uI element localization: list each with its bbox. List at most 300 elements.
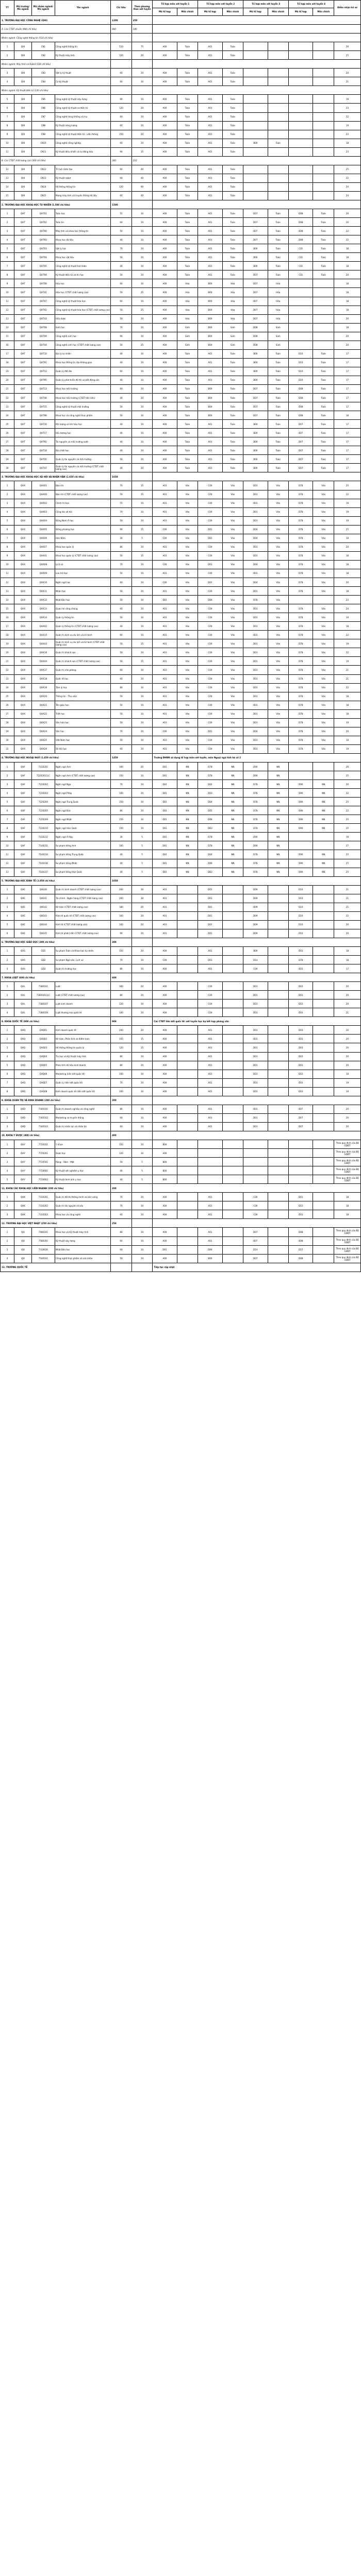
cell-phuong-thuc: 10	[132, 244, 153, 253]
cell-mon-chinh-1: Văn	[177, 709, 198, 718]
cell-ma-to-hop-4: D78	[289, 674, 313, 683]
cell-mon-chinh-1: NN	[177, 789, 198, 798]
cell-chi-tieu: 300	[111, 982, 132, 991]
cell-ma-to-hop-2: A01	[198, 191, 222, 200]
cell-ma-to-hop-3: B00	[243, 420, 268, 429]
cell-ma-to-hop-1: A01	[153, 613, 177, 622]
cell-mon-chinh-4	[313, 956, 334, 964]
cell-ten-nganh: Quản lý tài nguyên và môi trường	[55, 455, 110, 464]
cell-ten-nganh: Vật lý học	[55, 244, 110, 253]
cell-mon-chinh-2: Sinh	[222, 332, 243, 341]
cell-ma-to-hop-4: D90	[289, 798, 313, 806]
cell-ten-nganh: Lịch sử	[55, 560, 110, 569]
cell-phuong-thuc: 5	[132, 868, 153, 876]
cell-mon-chinh-4	[313, 982, 334, 991]
cell-ma-to-hop-3: D07	[243, 394, 268, 402]
cell-ma-to-hop-4: D08	[289, 1228, 313, 1236]
cell-stt: 19	[1, 639, 14, 648]
cell-mon-chinh-4	[313, 596, 334, 604]
cell-ma-to-hop-2: D01	[198, 911, 222, 920]
cell-ma-truong: QHI	[14, 139, 32, 147]
cell-ma-to-hop-3: B00	[243, 437, 268, 446]
cell-ma-truong: QHX	[14, 596, 32, 604]
cell-ghi-chu: 18	[334, 622, 361, 631]
cell-mon-chinh-3: Toán	[268, 402, 289, 411]
cell-mon-chinh-2: Toán	[222, 121, 243, 130]
cell-ghi-chu: 23	[334, 147, 361, 156]
cell-mon-chinh-1: Toán	[177, 191, 198, 200]
cell-ma-to-hop-1: B00	[153, 1140, 177, 1149]
table-row	[1, 1245, 361, 1254]
cell-mon-chinh-1	[177, 1035, 198, 1043]
cell-mon-chinh-3	[268, 51, 289, 60]
cell-ten-nganh: Xã hội học	[55, 744, 110, 753]
cell-ma-truong: QHI	[14, 42, 32, 51]
cell-phuong-thuc: 20	[132, 464, 153, 472]
cell-ma-to-hop-3: D01	[243, 709, 268, 718]
cell-ma-to-hop-4: D78	[289, 657, 313, 666]
cell-mon-chinh-2: Văn	[222, 596, 243, 604]
cell-ma-to-hop-3: B00	[243, 244, 268, 253]
table-row	[1, 332, 361, 341]
cell-ma-nganh: QHX42	[31, 622, 55, 631]
cell-ten-nganh: Toán học	[55, 209, 110, 218]
cell-stt: 5	[1, 516, 14, 525]
cell-ma-to-hop-3	[243, 1175, 268, 1184]
section-phuong-thuc	[132, 472, 153, 481]
cell-chi-tieu: 80	[111, 1228, 132, 1236]
cell-ma-nganh: 7220203	[31, 789, 55, 798]
cell-mon-chinh-2	[222, 920, 243, 929]
cell-mon-chinh-2: Toán	[222, 69, 243, 77]
table-row	[1, 631, 361, 639]
cell-mon-chinh-1	[177, 1113, 198, 1122]
cell-mon-chinh-3: NN	[268, 824, 289, 833]
cell-chi-tieu: 80	[111, 806, 132, 815]
cell-ma-to-hop-1: A00	[153, 279, 177, 288]
table-row	[1, 420, 361, 429]
cell-mon-chinh-4	[313, 911, 334, 920]
cell-ma-to-hop-3: D07	[243, 1228, 268, 1236]
cell-ma-to-hop-4	[289, 174, 313, 182]
cell-ten-nganh: Quốc tế học	[55, 674, 110, 683]
cell-mon-chinh-1: Văn	[177, 744, 198, 753]
cell-mon-chinh-3	[268, 1245, 289, 1254]
cell-ma-nganh: QHQ07	[31, 1078, 55, 1087]
cell-phuong-thuc: 20	[132, 982, 153, 991]
cell-ma-nganh: QHX04	[31, 516, 55, 525]
cell-ten-nganh: Sư phạm Toán và Khoa học tự nhiên	[55, 946, 110, 955]
cell-mon-chinh-4	[313, 1052, 334, 1061]
table-row	[1, 1122, 361, 1131]
cell-ten-nganh: Công nghệ sinh học (CTĐT chất lượng cao)	[55, 341, 110, 349]
cell-ma-to-hop-3: D01	[243, 657, 268, 666]
cell-ten-nganh: Ngôn ngữ Đức	[55, 806, 110, 815]
cell-ten-nganh: Luật (CTĐT chất lượng cao)	[55, 991, 110, 999]
cell-ma-to-hop-1: D01	[153, 596, 177, 604]
cell-ghi-chu: 27	[334, 841, 361, 850]
cell-ma-truong: QHQ	[14, 1087, 32, 1096]
cell-ma-to-hop-4: D90	[289, 850, 313, 859]
table-row	[1, 121, 361, 130]
cell-ma-to-hop-2: A01	[198, 51, 222, 60]
cell-mon-chinh-3: Văn	[268, 692, 289, 701]
cell-ma-to-hop-3: D01	[243, 499, 268, 507]
cell-mon-chinh-4	[313, 1210, 334, 1219]
cell-ma-truong: QHT	[14, 367, 32, 376]
cell-ten-nganh: Tâm lý học	[55, 683, 110, 692]
cell-mon-chinh-3	[268, 920, 289, 929]
cell-ma-to-hop-1: C00	[153, 578, 177, 587]
cell-mon-chinh-1	[177, 1175, 198, 1184]
cell-mon-chinh-2: NN	[222, 789, 243, 798]
cell-ghi-chu: 20	[334, 543, 361, 551]
cell-phuong-thuc: 15	[132, 490, 153, 499]
cell-ghi-chu: 18	[334, 569, 361, 578]
header-to-hop-1: Tổ hợp môn xét tuyển 1	[153, 1, 198, 8]
cell-mon-chinh-1: Toán	[177, 227, 198, 235]
cell-chi-tieu: 150	[111, 1035, 132, 1043]
table-row	[1, 411, 361, 420]
cell-ma-truong: QHX	[14, 657, 32, 666]
cell-stt: 20	[1, 376, 14, 384]
cell-ghi-chu: 18	[334, 946, 361, 955]
cell-mon-chinh-4	[313, 1193, 334, 1201]
cell-mon-chinh-1: Văn	[177, 631, 198, 639]
cell-stt: 5	[1, 1061, 14, 1070]
cell-ma-to-hop-1: A00	[153, 218, 177, 227]
table-row	[1, 657, 361, 666]
cell-mon-chinh-2: Văn	[222, 648, 243, 657]
cell-stt: 6	[1, 1070, 14, 1078]
cell-ten-nganh: Công nghệ kỹ thuật hóa học	[55, 297, 110, 306]
cell-chi-tieu: 50	[111, 1254, 132, 1263]
cell-ma-to-hop-1: A01	[153, 736, 177, 744]
cell-ghi-chu: 20	[334, 332, 361, 341]
cell-chi-tieu: 40	[111, 622, 132, 631]
cell-ten-nganh: Nhân học	[55, 587, 110, 596]
cell-ma-to-hop-4: D10	[289, 929, 313, 938]
cell-ten-nganh: Chính trị học	[55, 499, 110, 507]
cell-ghi-chu: 19	[334, 1070, 361, 1078]
table-row	[1, 551, 361, 560]
cell-stt: 4	[1, 507, 14, 516]
cell-ma-to-hop-2: A01	[198, 244, 222, 253]
cell-mon-chinh-2: NN	[222, 824, 243, 833]
cell-ma-to-hop-1: A00	[153, 999, 177, 1008]
cell-mon-chinh-1: Toán	[177, 402, 198, 411]
cell-ma-nganh: QHX26	[31, 744, 55, 753]
cell-mon-chinh-1: Sinh	[177, 341, 198, 349]
cell-ma-nganh: QHX02	[31, 499, 55, 507]
cell-ghi-chu: 22	[334, 174, 361, 182]
cell-phuong-thuc: 5	[132, 859, 153, 868]
cell-mon-chinh-4: Toán	[313, 270, 334, 279]
cell-mon-chinh-3	[268, 1105, 289, 1113]
cell-ma-to-hop-2: A01	[198, 1228, 222, 1236]
cell-ma-to-hop-1: A00	[153, 946, 177, 955]
cell-phuong-thuc: 5	[132, 850, 153, 859]
cell-chi-tieu: 40	[111, 420, 132, 429]
cell-ma-to-hop-4: D01	[289, 1193, 313, 1201]
cell-chi-tieu: 100	[111, 1087, 132, 1096]
cell-mon-chinh-1: NN	[177, 841, 198, 850]
cell-ma-to-hop-2: D02	[198, 780, 222, 789]
cell-ma-truong: QHK	[14, 1210, 32, 1219]
cell-ma-to-hop-3: D04	[243, 727, 268, 736]
cell-phuong-thuc: 10	[132, 1140, 153, 1149]
cell-mon-chinh-2: Toán	[222, 165, 243, 174]
cell-ma-to-hop-4: D78	[289, 744, 313, 753]
cell-ghi-chu: 23	[334, 596, 361, 604]
cell-chi-tieu: 40	[111, 394, 132, 402]
cell-ma-to-hop-3	[243, 1166, 268, 1175]
section-header-row	[1, 753, 361, 762]
section-title: B. Các CTĐT chất lượng cao (300 chỉ tiêu)	[1, 156, 111, 165]
cell-phuong-thuc: 10	[132, 744, 153, 753]
cell-ma-to-hop-1: D01	[153, 859, 177, 868]
cell-ma-nganh: QHQ08	[31, 1087, 55, 1096]
cell-mon-chinh-2	[222, 1070, 243, 1078]
cell-phuong-thuc: 10	[132, 367, 153, 376]
cell-mon-chinh-1: Văn	[177, 692, 198, 701]
cell-ghi-chu: Theo quy định của Bộ GDĐT	[334, 1236, 361, 1245]
cell-mon-chinh-1	[177, 1245, 198, 1254]
section-header-row	[1, 876, 361, 885]
cell-phuong-thuc: 10	[132, 1105, 153, 1113]
cell-ma-to-hop-4: D08	[289, 394, 313, 402]
cell-phuong-thuc: 15	[132, 551, 153, 560]
cell-mon-chinh-3	[268, 174, 289, 182]
cell-mon-chinh-2: Toán	[222, 270, 243, 279]
cell-ma-truong: QHX	[14, 709, 32, 718]
cell-ma-nganh: 7340101	[31, 1105, 55, 1113]
cell-phuong-thuc: 10	[132, 270, 153, 279]
cell-ghi-chu: 21	[334, 894, 361, 903]
cell-ma-to-hop-3: D78	[243, 789, 268, 798]
section-header-row	[1, 1184, 361, 1193]
cell-ma-nganh: CN13	[31, 174, 55, 182]
cell-ten-nganh: Công nghệ kỹ thuật hóa học (CTĐT chất lượng cao)	[55, 306, 110, 314]
cell-mon-chinh-1: Toán	[177, 182, 198, 191]
cell-mon-chinh-2: Văn	[222, 525, 243, 534]
cell-ten-nganh: Việt Nam học	[55, 736, 110, 744]
cell-ghi-chu: 18	[334, 244, 361, 253]
cell-phuong-thuc: 10	[132, 587, 153, 596]
header-ten-nganh: Tên ngành	[55, 1, 110, 16]
cell-stt: 7	[1, 112, 14, 121]
cell-mon-chinh-3: NN	[268, 771, 289, 780]
header-to-hop-3: Tổ hợp môn xét tuyển 3	[243, 1, 289, 8]
cell-chi-tieu: 90	[111, 332, 132, 341]
cell-ma-nganh: QHT20	[31, 455, 55, 464]
cell-ma-to-hop-4: D03	[289, 1035, 313, 1043]
cell-ma-nganh: CN5	[31, 95, 55, 104]
cell-ma-to-hop-1: A00	[153, 165, 177, 174]
section-phuong-thuc: 210	[132, 156, 153, 165]
cell-chi-tieu: 70	[111, 727, 132, 736]
cell-mon-chinh-2	[222, 1035, 243, 1043]
cell-mon-chinh-4	[313, 42, 334, 51]
cell-mon-chinh-4	[313, 946, 334, 955]
table-row	[1, 446, 361, 455]
cell-ma-to-hop-4: D03	[289, 1008, 313, 1017]
cell-mon-chinh-4	[313, 1070, 334, 1078]
cell-mon-chinh-3: Toán	[268, 429, 289, 437]
table-row	[1, 1193, 361, 1201]
cell-ma-to-hop-2: D01	[198, 578, 222, 587]
table-row	[1, 683, 361, 692]
cell-mon-chinh-2: Sinh	[222, 341, 243, 349]
cell-mon-chinh-2: Toán	[222, 191, 243, 200]
cell-ma-truong: QHT	[14, 358, 32, 367]
cell-ma-to-hop-1: A00	[153, 349, 177, 358]
cell-ten-nganh: Kinh tế quốc tế (CTĐT chất lượng cao)	[55, 911, 110, 920]
cell-mon-chinh-3: Sinh	[268, 341, 289, 349]
cell-mon-chinh-1: Toán	[177, 411, 198, 420]
cell-ma-truong: QHX	[14, 631, 32, 639]
cell-mon-chinh-3	[268, 1008, 289, 1017]
table-row	[1, 279, 361, 288]
table-row	[1, 806, 361, 815]
section-title: 3. TRƯỜNG ĐẠI HỌC KHOA HỌC XÃ HỘI VÀ NHÂN VĂN (1.650 chỉ tiêu)	[1, 472, 111, 481]
cell-ma-to-hop-2: D01	[198, 885, 222, 894]
cell-ma-nganh: QHT13	[31, 384, 55, 393]
cell-ten-nganh: Khoa học môi trường	[55, 384, 110, 393]
cell-mon-chinh-3	[268, 1254, 289, 1263]
cell-ma-to-hop-2: A01	[198, 358, 222, 367]
section-title: 12. TRƯỜNG ĐẠI HỌC VIỆT NHẬT (250 chỉ tiêu)	[1, 1219, 111, 1228]
cell-ten-nganh: Quản trị khách sạn	[55, 648, 110, 657]
cell-ma-to-hop-1: A00	[153, 1122, 177, 1131]
cell-ghi-chu: 21	[334, 885, 361, 894]
cell-ma-nganh: QHE41	[31, 894, 55, 903]
cell-stt: 6	[1, 104, 14, 112]
cell-mon-chinh-4: Văn	[313, 569, 334, 578]
cell-ma-truong: QHF	[14, 771, 32, 780]
cell-phuong-thuc: 5	[132, 1175, 153, 1184]
cell-mon-chinh-3: Văn	[268, 525, 289, 534]
table-row	[1, 1043, 361, 1052]
cell-ma-nganh: QHT01	[31, 209, 55, 218]
cell-ma-nganh: 7380107	[31, 999, 55, 1008]
cell-ten-nganh: Quản lý thông tin (CTĐT chất lượng cao)	[55, 622, 110, 631]
cell-phuong-thuc: 10	[132, 543, 153, 551]
cell-ma-to-hop-1: D01	[153, 789, 177, 798]
cell-stt: 15	[1, 332, 14, 341]
section-note	[153, 1131, 361, 1140]
cell-ten-nganh: Hóa dược	[55, 314, 110, 323]
cell-mon-chinh-4: Văn	[313, 744, 334, 753]
cell-mon-chinh-1: Toán	[177, 253, 198, 262]
cell-stt: 8	[1, 824, 14, 833]
cell-ghi-chu: 22	[334, 490, 361, 499]
cell-mon-chinh-2: Toán	[222, 174, 243, 182]
cell-mon-chinh-4	[313, 762, 334, 771]
cell-ma-to-hop-3: D90	[243, 762, 268, 771]
cell-stt: 3	[1, 69, 14, 77]
cell-ma-nganh: QHT05	[31, 262, 55, 270]
cell-ma-truong: QHI	[14, 95, 32, 104]
cell-ma-to-hop-4	[289, 1166, 313, 1175]
cell-mon-chinh-1	[177, 991, 198, 999]
cell-phuong-thuc: 10	[132, 420, 153, 429]
cell-mon-chinh-3	[268, 130, 289, 139]
cell-phuong-thuc: 20	[132, 130, 153, 139]
cell-mon-chinh-1: Văn	[177, 525, 198, 534]
cell-mon-chinh-2: Toán	[222, 464, 243, 472]
cell-ma-to-hop-1: C00	[153, 956, 177, 964]
cell-ten-nganh: Kế toán, Phân tích và Kiểm toán	[55, 1035, 110, 1043]
cell-ma-truong: QHF	[14, 850, 32, 859]
cell-ma-to-hop-3: D78	[243, 798, 268, 806]
cell-stt: 25	[1, 420, 14, 429]
header-ma-to-hop-2: Mã tổ hợp	[198, 8, 222, 16]
section-title: 11. KHOA CÁC KHOA HỌC LIÊN NGÀNH (200 chỉ tiêu)	[1, 1184, 111, 1193]
cell-ma-to-hop-2: C00	[198, 622, 222, 631]
cell-ma-to-hop-1: A00	[153, 51, 177, 60]
cell-mon-chinh-4	[313, 1149, 334, 1158]
cell-ma-to-hop-3: D07	[243, 402, 268, 411]
cell-mon-chinh-4: Văn	[313, 639, 334, 648]
cell-mon-chinh-4	[313, 314, 334, 323]
cell-mon-chinh-2	[222, 1122, 243, 1131]
cell-stt: 3	[1, 499, 14, 507]
cell-ma-to-hop-3: D01	[243, 543, 268, 551]
cell-ma-to-hop-3: D01	[243, 604, 268, 613]
cell-ma-nganh: QHT42	[31, 306, 55, 314]
cell-mon-chinh-2: Hóa	[222, 279, 243, 288]
section-chi-tieu: 200	[111, 1096, 132, 1105]
cell-mon-chinh-1: Toán	[177, 464, 198, 472]
table-row	[1, 903, 361, 911]
cell-mon-chinh-1: Văn	[177, 551, 198, 560]
cell-ten-nganh: Công nghệ kỹ thuật hạt nhân	[55, 262, 110, 270]
cell-ma-truong: QHI	[14, 69, 32, 77]
cell-mon-chinh-4	[313, 1236, 334, 1245]
cell-mon-chinh-3: Toán	[268, 227, 289, 235]
cell-ma-nganh: QHT95	[31, 376, 55, 384]
table-row	[1, 744, 361, 753]
cell-mon-chinh-1: Văn	[177, 481, 198, 490]
cell-mon-chinh-2: Toán	[222, 77, 243, 86]
cell-chi-tieu: 50	[111, 648, 132, 657]
cell-mon-chinh-4: Văn	[313, 525, 334, 534]
cell-ma-to-hop-1: A00	[153, 1113, 177, 1122]
cell-phuong-thuc: 15	[132, 1035, 153, 1043]
cell-mon-chinh-1: Toán	[177, 95, 198, 104]
cell-stt: 4	[1, 1254, 14, 1263]
cell-mon-chinh-4: Toán	[313, 235, 334, 244]
cell-ma-to-hop-2: D01	[198, 956, 222, 964]
cell-ma-to-hop-3: D01	[243, 1078, 268, 1087]
cell-ma-to-hop-4: D78	[289, 516, 313, 525]
cell-ten-nganh: Cơ kỹ thuật	[55, 77, 110, 86]
cell-ma-to-hop-1: D01	[153, 868, 177, 876]
cell-ma-truong: QHQ	[14, 1035, 32, 1043]
cell-ma-to-hop-3: D78	[243, 824, 268, 833]
cell-ma-nganh: QHT10	[31, 349, 55, 358]
cell-ma-truong: QHF	[14, 762, 32, 771]
cell-phuong-thuc: 10	[132, 139, 153, 147]
cell-ma-to-hop-3: D01	[243, 507, 268, 516]
cell-chi-tieu: 70	[111, 1193, 132, 1201]
cell-mon-chinh-3: Văn	[268, 683, 289, 692]
cell-ten-nganh: Ngôn ngữ Anh (CTĐT chất lượng cao)	[55, 771, 110, 780]
section-title: 2. TRƯỜNG ĐẠI HỌC KHOA HỌC TỰ NHIÊN (1.500 chỉ tiêu)	[1, 200, 111, 209]
section-note: Tiếp tục cập nhật	[153, 1263, 361, 1272]
cell-ma-to-hop-3: C00	[243, 964, 268, 973]
